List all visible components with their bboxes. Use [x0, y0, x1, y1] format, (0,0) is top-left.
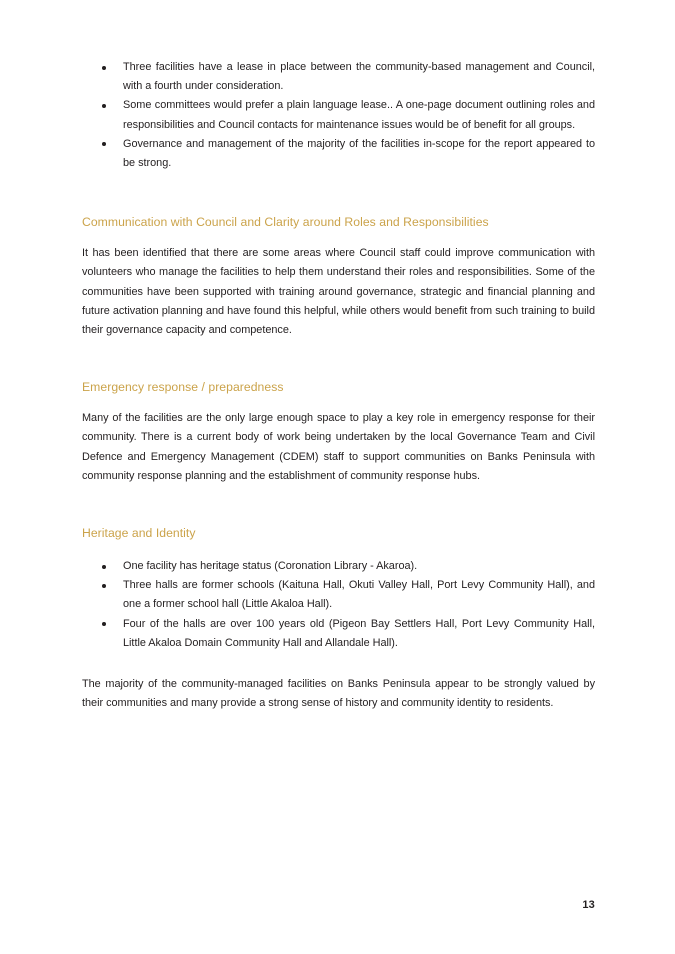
bullet-icon	[102, 565, 106, 569]
list-item	[82, 58, 595, 96]
section-paragraph-heritage-closing: The majority of the community-managed facilities on Banks Peninsula appear to be strongly valued by their communities and many provide a strong sense of history and community identity to residents.	[82, 678, 595, 710]
spacer	[82, 653, 595, 675]
list-item	[82, 615, 595, 653]
list-item-text: Three halls are former schools (Kaituna Hall, Okuti Valley Hall, Port Levy Community Hall), and one a former school hall (Little Akaloa Hall).	[123, 579, 595, 611]
heritage-bullet-list	[82, 557, 595, 653]
section-heading-communication: Communication with Council and Clarity around Roles and Responsibilities	[82, 215, 489, 230]
list-item	[82, 557, 595, 576]
list-item-text: Governance and management of the majority of the facilities in-scope for the report appeared to be strong.	[123, 137, 595, 170]
bullet-icon	[102, 104, 106, 108]
page-number: 13	[582, 899, 595, 911]
list-item-text: One facility has heritage status (Coronation Library - Akaroa).	[123, 560, 418, 573]
bullet-icon	[102, 622, 106, 626]
top-bullet-list	[82, 58, 595, 173]
list-item	[82, 576, 595, 614]
list-item-text: Four of the halls are over 100 years old (Pigeon Bay Settlers Hall, Port Levy Community Hall, Little Akaloa Domain Community Hall and Allandale Hall).	[123, 617, 595, 649]
list-item-text: Three facilities have a lease in place between the community-based management and Council, with a fourth under consideration.	[123, 61, 595, 93]
bullet-icon	[102, 584, 106, 588]
spacer	[82, 541, 595, 557]
bullet-icon	[102, 66, 106, 70]
list-item	[82, 96, 595, 134]
list-item	[82, 135, 595, 173]
section-heading-heritage: Heritage and Identity	[82, 526, 196, 541]
section-paragraph-emergency: Many of the facilities are the only large enough space to play a key role in emergency response for their community. There is a current body of work being undertaken by the local Governance Team and Civil Defence and Emergency Management (CDEM) staff to support communities on Banks Peninsula with community response planning and the establishment of community response hubs.	[82, 412, 595, 482]
spacer	[82, 230, 595, 244]
page-content	[82, 58, 595, 713]
bullet-icon	[102, 142, 106, 146]
section-heading-emergency: Emergency response / preparedness	[82, 380, 284, 395]
list-item-text: Some committees would prefer a plain language lease.. A one-page document outlining roles and responsibilities and Council contacts for maintenance issues would be of benefit for all groups.	[123, 99, 595, 131]
spacer	[82, 173, 595, 214]
spacer	[82, 395, 595, 409]
spacer	[82, 486, 595, 525]
spacer	[82, 340, 595, 379]
section-paragraph-communication: It has been identified that there are some areas where Council staff could improve communication with volunteers who manage the facilities to help them understand their roles and responsibilities. Some of the communities have been supported with training around governance, strategic and financial planning and future activation planning and have found this helpful, while others would benefit from such training to build their governance capacity and competence.	[82, 247, 595, 337]
